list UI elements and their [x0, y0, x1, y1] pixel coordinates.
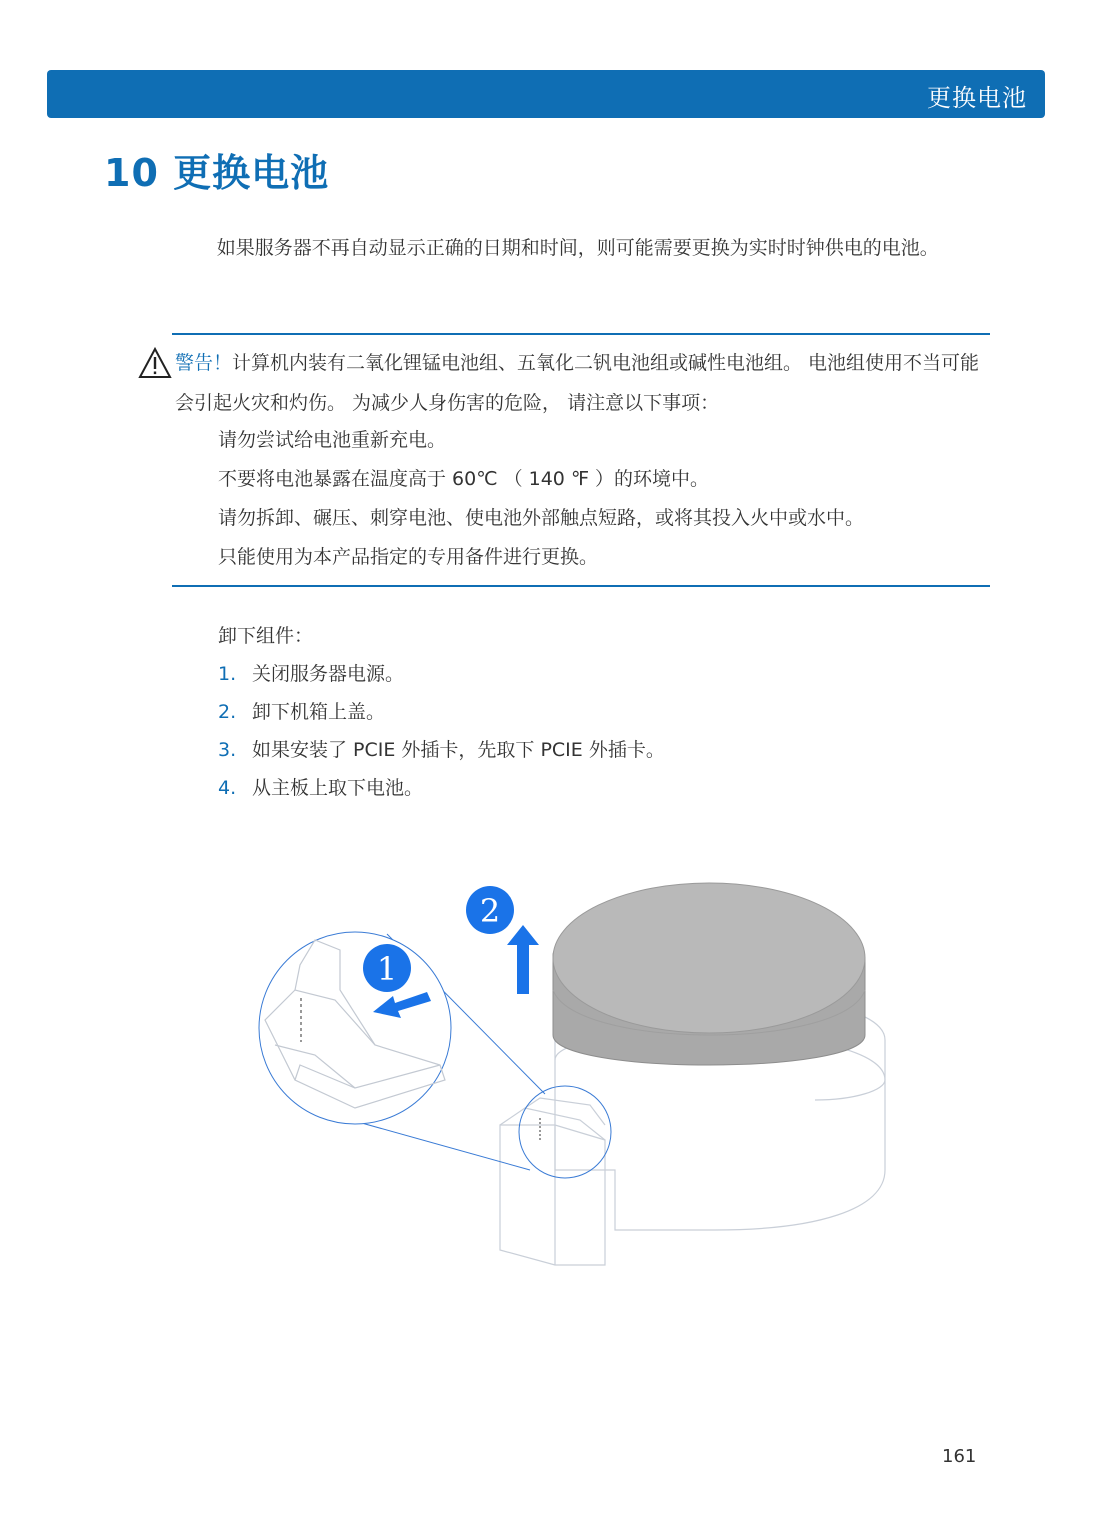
- zoom-detail-circle: [259, 932, 451, 1124]
- step-text: 卸下机箱上盖。: [252, 701, 386, 723]
- callout-1-label: 1: [376, 950, 398, 988]
- lift-battery-arrow: [507, 925, 539, 994]
- warning-label: 警告！: [175, 352, 233, 374]
- warning-item: 请勿尝试给电池重新充电。: [218, 429, 447, 451]
- warning-bottom-rule: [172, 585, 990, 587]
- step-number: 3.: [218, 739, 237, 761]
- warning-item: 只能使用为本产品指定的专用备件进行更换。: [218, 546, 599, 568]
- warning-item: 不要将电池暴露在温度高于 60℃ （ 140 ℉ ）的环境中。: [218, 468, 710, 490]
- step-number: 2.: [218, 701, 237, 723]
- callout-badge-2: [466, 886, 514, 934]
- removal-step: [218, 769, 423, 807]
- warning-triangle-icon: [138, 347, 172, 379]
- step-text: 从主板上取下电池。: [252, 777, 424, 799]
- battery-coin: [553, 883, 865, 1065]
- zoom-target-circle: [519, 1086, 611, 1178]
- step-text: 如果安装了 PCIE 外插卡，先取下 PCIE 外插卡。: [252, 739, 665, 761]
- header-bar: [47, 70, 1045, 118]
- warning-text: [175, 343, 995, 423]
- intro-paragraph: 如果服务器不再自动显示正确的日期和时间，则可能需要更换为实时时钟供电的电池。: [216, 237, 939, 259]
- removal-step: [218, 693, 385, 731]
- removal-heading: 卸下组件：: [218, 625, 314, 647]
- battery-removal-illustration: [255, 870, 905, 1280]
- chapter-title: 10 更换电池: [104, 151, 330, 195]
- header-title: 更换电池: [927, 84, 1027, 112]
- removal-step: [218, 655, 404, 693]
- callout-badge-1: [363, 944, 411, 992]
- step-text: 关闭服务器电源。: [252, 663, 405, 685]
- step-number: 4.: [218, 777, 237, 799]
- step-number: 1.: [218, 663, 237, 685]
- warning-body: 计算机内装有二氧化锂锰电池组、五氧化二钒电池组或碱性电池组。 电池组使用不当可能会引起火灾和灼伤。 为减少人身伤害的危险， 请注意以下事项：: [175, 352, 980, 414]
- warning-top-rule: [172, 333, 990, 335]
- page-number: 161: [942, 1446, 977, 1467]
- removal-step: [218, 731, 665, 769]
- callout-2-label: 2: [479, 892, 501, 930]
- warning-item: 请勿拆卸、碾压、刺穿电池、使电池外部触点短路，或将其投入火中或水中。: [218, 507, 865, 529]
